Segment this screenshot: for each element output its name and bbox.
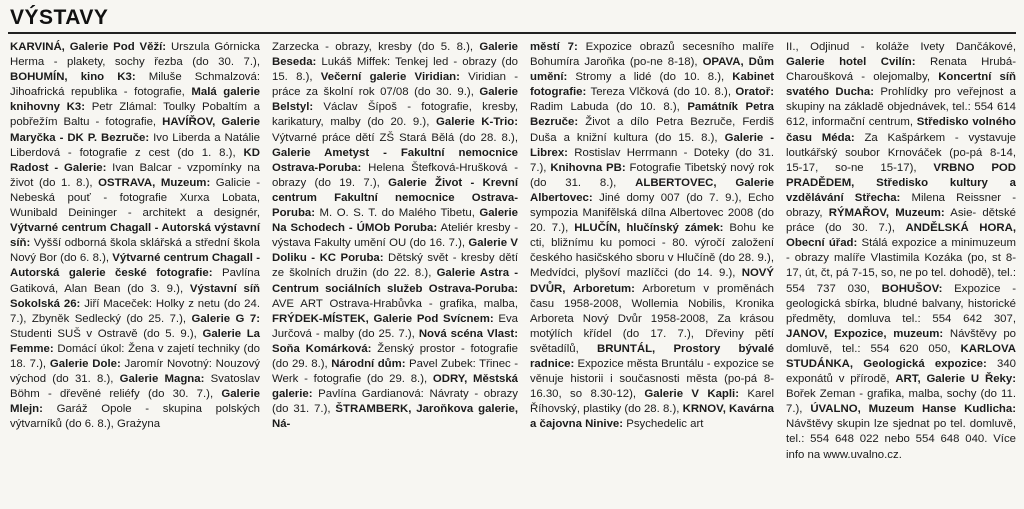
exhibition-description: 340 exponátů v přírodě, <box>786 357 1016 386</box>
venue-name: KARVINÁ, Galerie Pod Věží: <box>10 41 167 53</box>
exhibition-description: Renata Hrubá-Charoušková - olejomalby, <box>786 56 1016 84</box>
exhibition-description: Václav Šípoš - fotografie, kresby, karikatury, malby (do 20. 9.), <box>272 101 518 129</box>
exhibition-description: Tereza Vlčková (do 10. 8.), <box>586 86 736 99</box>
exhibition-description: Urszula Górnicka Herma - plakety, sochy řezba (do 30. 7.), <box>10 41 260 69</box>
venue-name: ART, Galerie U Řeky: <box>895 373 1016 386</box>
venue-name: Památník Petra Bezruče: <box>530 101 774 129</box>
venue-name: OPAVA, Dům umění: <box>530 56 774 84</box>
venue-name: Galerie Dole: <box>49 357 121 370</box>
exhibition-description: Dětský svět - kresby dětí ze školních družin (do 22. 8.), <box>272 252 519 280</box>
venue-name: Kabinet fotografie: <box>530 71 774 99</box>
venue-name: Výtvarné centrum Chagall - Autorská galerie české fotografie: <box>10 252 261 280</box>
exhibition-description: Fotografie Tibetský nový rok (do 31. 8.), <box>530 161 774 189</box>
venue-name: Galerie Belstyl: <box>272 86 518 114</box>
exhibition-description: Ženský prostor - fotografie (do 29. 8.), <box>272 342 519 370</box>
venue-name: Galerie Život - Krevní centrum Fakultní nemocnice Ostrava-Poruba: <box>272 176 519 220</box>
exhibition-description: Svatoslav Böhm - dřevěné reliéfy (do 30. 7.), <box>10 373 260 401</box>
venue-name: Galerie Ametyst - Fakultní nemocnice Ostrava-Poruba: <box>272 146 518 174</box>
venue-name: ANDĚLSKÁ HORA, Obecní úřad: <box>786 222 1016 250</box>
venue-name: Malá galerie knihovny K3: <box>10 86 261 114</box>
venue-name: Večerní galerie Viridian: <box>320 71 460 84</box>
exhibition-description: Jaromír Novotný: Nouzový východ (do 31. 8.), <box>10 357 260 386</box>
listing-entry <box>786 403 1016 460</box>
exhibition-description: Expozice města Bruntálu - expozice se věnuje historii i současnosti města (po-pá 8-16.30, so 8.30-12), <box>530 357 774 401</box>
venue-name: Výstavní síň Sokolská 26: <box>10 282 260 310</box>
listing-entry <box>786 41 1016 53</box>
exhibition-description: Ateliér kresby - výstava Fakulty umění OU (do 16. 7.), <box>272 222 519 250</box>
venue-name: ŠTRAMBERK, Jaroňkova galerie, Ná- <box>272 403 519 431</box>
exhibition-description: Výtvarné práce dětí ZŠ Stará Bělá (do 28. 8.), <box>272 131 518 144</box>
exhibition-description: Petr Zlámal: Toulky Pobaltím a pobřežím Baltu - fotografie, <box>10 101 260 129</box>
exhibition-description: Studenti SUŠ v Ostravě (do 5. 9.), <box>10 327 203 340</box>
listing-entry <box>530 267 774 354</box>
exhibition-description: Ivo Liberda a Natálie Liberdová - fotografie z cest (do 1. 8.), <box>10 131 260 159</box>
exhibition-description: Bořek Zeman - grafika, malba, sochy (do 11. 7.), <box>786 388 1016 416</box>
exhibition-description: M. O. S. T. do Malého Tibetu, <box>315 207 480 220</box>
venue-name: Koncertní síň svatého Ducha: <box>786 71 1016 99</box>
exhibition-description: II., Odjinud - koláže Ivety Dančákové, <box>786 41 1016 53</box>
exhibition-description: Pavlína Gatiková, Alan Bean (do 3. 9.), <box>10 267 260 295</box>
column-1 <box>10 40 268 506</box>
exhibition-description: Asie- dětské práce (do 30. 7.), <box>786 207 1016 235</box>
venue-name: KRNOV, Kavárna a čajovna Ninive: <box>530 403 774 431</box>
venue-name: Knihovna PB: <box>550 161 626 174</box>
exhibition-description: Bohu ke cti, bližnímu ku pomoci - 80. výročí založení českého hasičského sboru v Hlučíně (do 28. 9.), Medvídci, plyšoví mazlíčci (do 14. 9.), <box>530 222 775 280</box>
exhibition-description: Vyšší odborná škola sklářská a střední škola Nový Bor (do 6. 8.), <box>10 237 260 265</box>
venue-name: BRUNTÁL, Prostory bývalé radnice: <box>530 342 774 370</box>
venue-name: Galerie La Femme: <box>10 327 260 355</box>
exhibition-description: Život a dílo Petra Bezruče, Ferdiš Duša a knižní kultura (do 15. 8.), <box>530 116 774 144</box>
exhibition-description: Expozice obrazů secesního malíře Bohumíra Jaroňka (po-ne 8-18), <box>530 41 774 69</box>
venue-name: Galerie hotel Cvilín: <box>786 56 916 69</box>
venue-name: Galerie V Kapli: <box>644 388 740 401</box>
venue-name: Oratoř: <box>735 86 774 99</box>
exhibition-description: Domácí úkol: Žena v zajetí techniky (do 18. 7.), <box>10 342 260 370</box>
venue-name: BOHUMÍN, kino K3: <box>10 71 136 84</box>
venue-name: Galerie Beseda: <box>272 41 518 69</box>
exhibition-description: Ivan Balcar - vzpomínky na život (do 1. 8.), <box>10 161 261 189</box>
venue-name: městí 7: <box>530 41 578 53</box>
venue-name: FRÝDEK-MÍSTEK, Galerie Pod Svícnem: <box>272 312 494 325</box>
exhibition-description: Za Kašpárkem - vystavuje loutkářský soubor Krnováček (po-pá 8-14, 15-17, so-ne 15-17), <box>786 131 1016 174</box>
exhibition-description: Psychedelic art <box>623 418 704 431</box>
venue-name: Galerie Mlejn: <box>10 388 260 416</box>
venue-name: Galerie G 7: <box>191 312 260 325</box>
exhibition-description: Rostislav Herrmann - Doteky (do 31. 7.), <box>530 146 774 174</box>
venue-name: KD Radost - Galerie: <box>10 146 260 174</box>
exhibition-description: Lukáš Miffek: Tenkej led - obrazy (do 15. 8.), <box>272 56 518 84</box>
venue-name: Galerie V Doliku - KC Poruba: <box>272 237 518 265</box>
exhibition-description: Milena Reissner - obrazy, <box>786 191 1016 220</box>
column-4 <box>782 40 1016 506</box>
venue-name: KARLOVA STUDÁNKA, Geologická expozice: <box>786 342 1016 370</box>
venue-name: Galerie Astra - Centrum sociálních služeb Ostrava-Poruba: <box>272 267 518 295</box>
venue-name: HAVÍŘOV, Galerie Maryčka - DK P. Bezruče: <box>10 116 260 144</box>
exhibition-description: AVE ART Ostrava-Hrabůvka - grafika, malba, <box>272 297 518 310</box>
venue-name: ÚVALNO, Muzeum Hanse Kudlicha: <box>810 403 1016 416</box>
exhibition-description: Galicie - Nebeská pouť - fotografie Xurxa Lobata, Wunibald Deininger - architekt a designér, <box>10 176 260 220</box>
venue-name: Středisko volného času Méda: <box>786 116 1016 144</box>
exhibition-description: Helena Štefková-Hrušková - obrazy (do 19. 7.), <box>272 161 518 189</box>
venue-name: Galerie Magna: <box>119 373 205 386</box>
exhibition-description: Stromy a lidé (do 10. 8.), <box>567 71 733 84</box>
exhibition-description: Miluše Schmalzová: Jihoafrická republika - fotografie, <box>10 71 261 99</box>
exhibition-description: Garáž Opole - skupina polských výtvarníků (do 6. 8.), Grażyna <box>10 403 260 431</box>
exhibition-description: Eva Jurčová - malby (do 25. 7.), <box>272 312 518 340</box>
venue-name: Národní dům: <box>331 357 406 370</box>
venue-name: Výtvarné centrum Chagall - Autorská výstavní síň: <box>10 222 260 250</box>
exhibition-description: Jiří Maceček: Holky z netu (do 24. 7.), Zbyněk Sedlecký (do 25. 7.), <box>10 297 260 325</box>
venue-name: BOHUŠOV: <box>881 282 943 295</box>
exhibition-description: Jiné domy 007 (do 7. 9.), Echo sympozia Manifělská dílna Albertovec 2008 (do 20. 7.), <box>530 191 774 235</box>
venue-name: OSTRAVA, Muzeum: <box>98 176 211 189</box>
listing-entry <box>272 41 479 53</box>
venue-name: Galerie Na Schodech - ÚMOb Poruba: <box>272 207 518 235</box>
section-title: VÝSTAVY <box>10 6 109 29</box>
venue-name: Galerie K-Trio: <box>436 116 518 129</box>
venue-name: VRBNO POD PRADĚDEM, Středisko kultury a vzdělávání Střecha: <box>786 161 1016 204</box>
listing-entry <box>10 41 260 68</box>
listings-columns <box>10 40 1016 506</box>
venue-name: RÝMAŘOV, Muzeum: <box>828 207 945 220</box>
venue-name: Nová scéna Vlast: Soňa Komárková: <box>272 327 518 355</box>
venue-name: ODRY, Městská galerie: <box>272 373 518 401</box>
exhibition-description: Viridian - práce za školní rok 07/08 (do 30. 9.), <box>272 71 518 99</box>
exhibition-description: Expozice - geologická sbírka, bludné balvany, historické předměty, domluva tel.: 554 642 307, <box>786 282 1016 325</box>
exhibition-description: Radim Labuda (do 10. 8.), <box>530 101 688 114</box>
column-3 <box>526 40 782 506</box>
column-2 <box>268 40 526 506</box>
exhibition-description: Stálá expozice a minimuzeum - obrazy malíře Vlastimila Kozáka (po, st 8-17, út, čt, pá 7-15, so, ne po tel. dohodě), tel.: 554 737 030, <box>786 237 1016 295</box>
exhibition-description: Návštěvy skupin lze sjednat po tel. domluvě, tel.: 554 648 022 nebo 554 648 040. Více info na www.uvalno.cz. <box>786 418 1016 461</box>
exhibition-description: Návštěvy po domluvě, tel.: 554 620 050, <box>786 327 1016 355</box>
title-underline <box>8 32 1016 34</box>
venue-name: NOVÝ DVŮR, Arboretum: <box>530 267 774 295</box>
exhibition-description: Arboretum v proměnách času 1958-2008, Wollemia Nobilis, Kronika Arboreta Nový Dvůr 1958-2008, Za krásou motýlích křídel (do 17. 7.), Dřeviny pětí světadílů, <box>530 282 774 355</box>
exhibition-description: Pavlína Gardianová: Návraty - obrazy (do 31. 7.), <box>272 388 518 416</box>
exhibition-description: Karel Říhovský, plastiky (do 28. 8.), <box>530 388 774 416</box>
venue-name: JANOV, Expozice, muzeum: <box>786 327 944 340</box>
exhibition-description: Zarzecka - obrazy, kresby (do 5. 8.), <box>272 41 480 53</box>
exhibition-description: Prohlídky pro veřejnost a skupiny na základě objednávek, tel.: 554 614 612, informační centrum, <box>786 86 1016 129</box>
venue-name: HLUČÍN, hlučínský zámek: <box>574 222 724 235</box>
venue-name: ALBERTOVEC, Galerie Albertovec: <box>530 176 774 204</box>
venue-name: Galerie - Librex: <box>530 131 774 159</box>
exhibition-description: Pavel Zubek: Třinec - Werk - fotografie (do 29. 8.), <box>272 357 518 386</box>
